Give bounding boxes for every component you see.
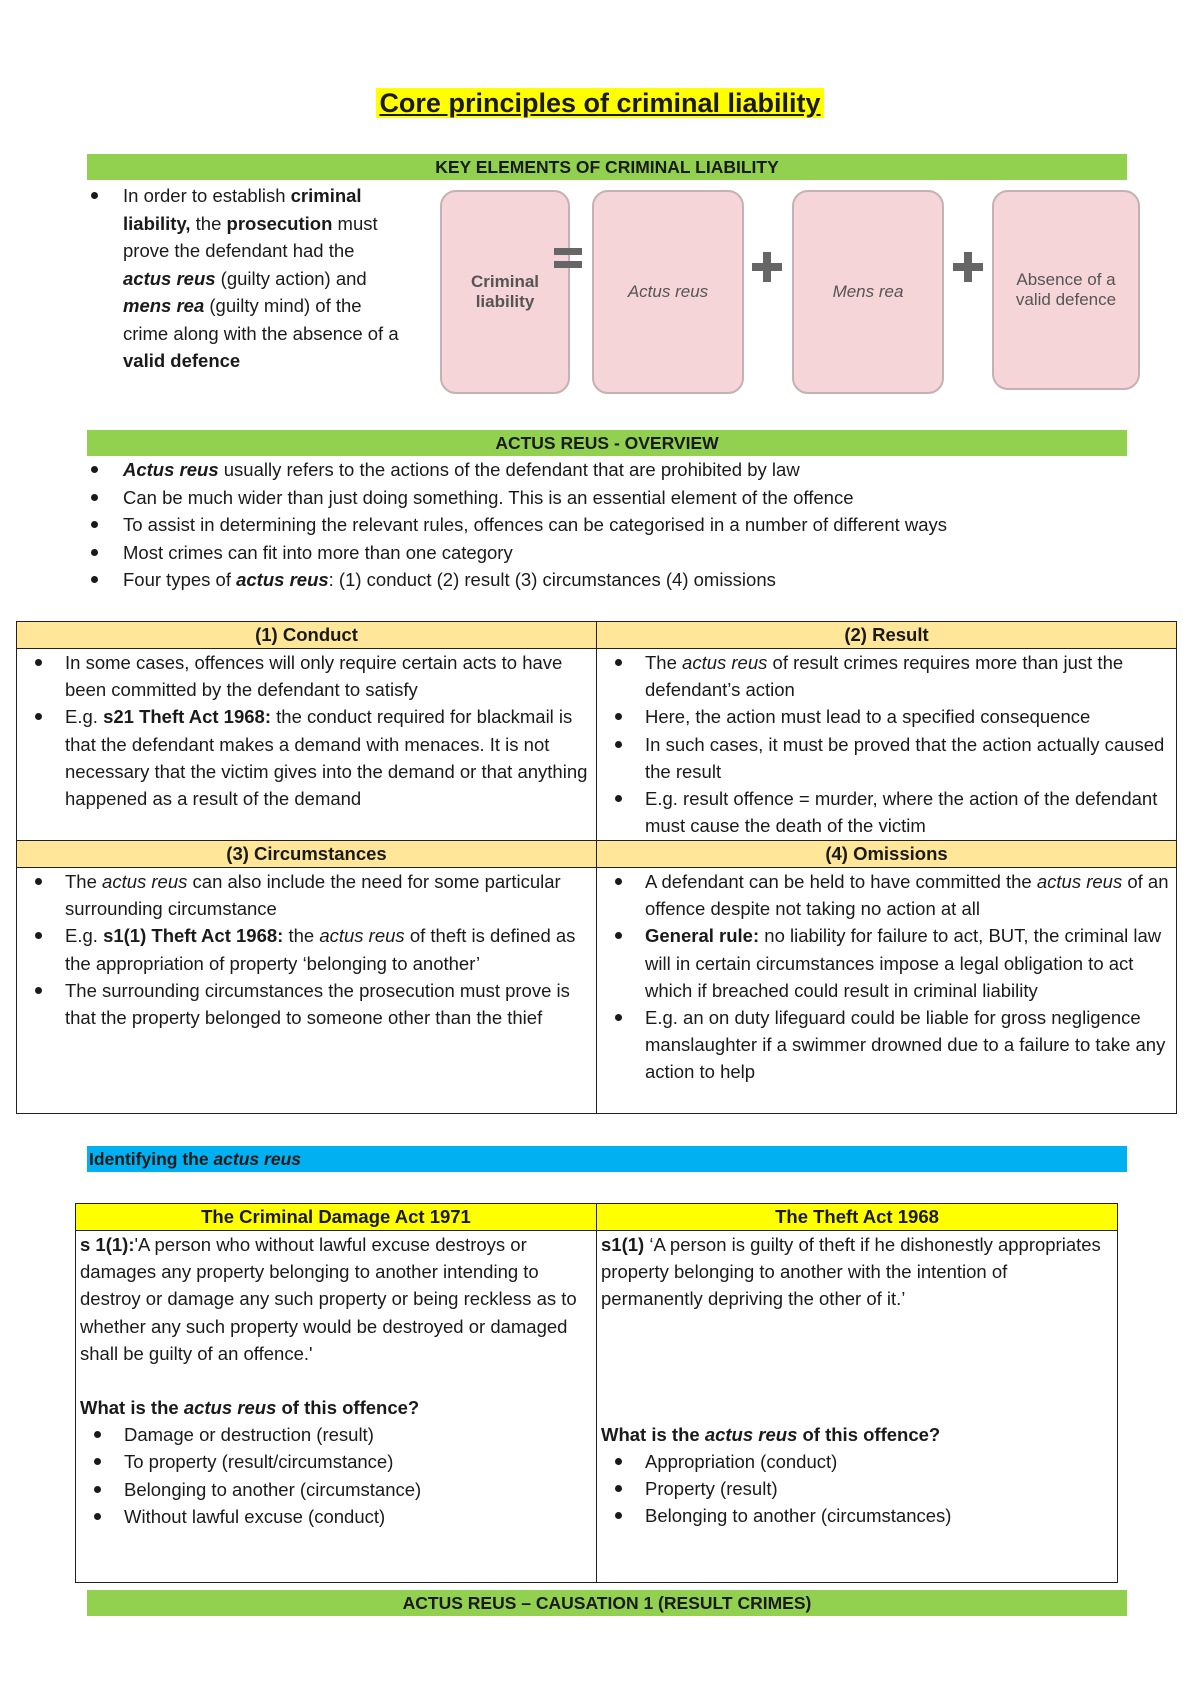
identifying-heading: Identifying the actus reus	[87, 1146, 1127, 1172]
criminal-liability-box: Criminal liability	[440, 190, 570, 394]
liability-equation-diagram	[440, 190, 1160, 395]
actus-reus-types-table	[16, 621, 1177, 1114]
key-elements-heading: KEY ELEMENTS OF CRIMINAL LIABILITY	[87, 154, 1127, 180]
list-item: In order to establish criminal liability, the prosecution must prove the defendant had the actus reus (guilty action) and mens rea (guilty mind) of the crime along with the absence of a valid defence	[87, 182, 407, 375]
list-item: A defendant can be held to have committed the actus reus of an offence despite not taking no action at all	[601, 868, 1172, 922]
criminal-damage-act-header: The Criminal Damage Act 1971	[76, 1204, 597, 1231]
list-item: Without lawful excuse (conduct)	[80, 1503, 592, 1530]
list-item: Actus reus usually refers to the actions of the defendant that are prohibited by law	[87, 456, 1147, 484]
omissions-cell	[597, 868, 1177, 1114]
actus-reus-box: Actus reus	[592, 190, 744, 394]
statute-text: s 1(1):'A person who without lawful excuse destroys or damages any property belonging to another intending to destroy or damage any such property or being reckless as to whether any such property would be destroyed or damaged shall be guilty of an offence.'	[80, 1234, 577, 1364]
plus-icon	[750, 250, 784, 290]
statutes-table	[75, 1203, 1118, 1583]
question: What is the actus reus of this offence?	[80, 1397, 420, 1419]
list-item: E.g. s1(1) Theft Act 1968: the actus reus of theft is defined as the appropriation of property ‘belonging to another’	[21, 922, 592, 976]
result-cell	[597, 649, 1177, 841]
criminal-damage-act-cell	[76, 1231, 597, 1583]
plus-icon	[951, 250, 985, 290]
list-item: Most crimes can fit into more than one category	[87, 539, 1147, 567]
list-item: Four types of actus reus: (1) conduct (2) result (3) circumstances (4) omissions	[87, 566, 1147, 594]
list-item: Damage or destruction (result)	[80, 1421, 592, 1448]
list-item: Appropriation (conduct)	[601, 1448, 1113, 1475]
list-item: Here, the action must lead to a specified consequence	[601, 703, 1172, 730]
question: What is the actus reus of this offence?	[601, 1423, 941, 1445]
list-item: To assist in determining the relevant rules, offences can be categorised in a number of different ways	[87, 511, 1147, 539]
list-item: E.g. s21 Theft Act 1968: the conduct required for blackmail is that the defendant makes a demand with menaces. It is not necessary that the victim gives into the demand or that anything happened as a result of the demand	[21, 703, 592, 812]
list-item: Can be much wider than just doing something. This is an essential element of the offence	[87, 484, 1147, 512]
list-item: General rule: no liability for failure to act, BUT, the criminal law will in certain circumstances impose a legal obligation to act which if breached could result in criminal liability	[601, 922, 1172, 1004]
list-item: Property (result)	[601, 1475, 1113, 1502]
list-item: The actus reus can also include the need for some particular surrounding circumstance	[21, 868, 592, 922]
mens-rea-box: Mens rea	[792, 190, 944, 394]
list-item: The surrounding circumstances the prosecution must prove is that the property belonged to someone other than the thief	[21, 977, 592, 1031]
theft-act-cell	[597, 1231, 1118, 1583]
overview-heading: ACTUS REUS - OVERVIEW	[87, 430, 1127, 456]
list-item: Belonging to another (circumstance)	[80, 1476, 592, 1503]
list-item: The actus reus of result crimes requires more than just the defendant’s action	[601, 649, 1172, 703]
list-item: Belonging to another (circumstances)	[601, 1502, 1113, 1529]
list-item: In some cases, offences will only require certain acts to have been committed by the defendant to satisfy	[21, 649, 592, 703]
key-elements-intro	[87, 182, 407, 375]
equals-icon	[552, 228, 586, 308]
list-item: E.g. an on duty lifeguard could be liable for gross negligence manslaughter if a swimmer drowned due to a failure to take any action to help	[601, 1004, 1172, 1086]
omissions-header: (4) Omissions	[597, 841, 1177, 868]
absence-of-defence-box: Absence of a valid defence	[992, 190, 1140, 390]
statute-text: s1(1) ‘A person is guilty of theft if he dishonestly appropriates property belonging to another with the intention of permanently depriving the other of it.’	[601, 1234, 1101, 1310]
theft-act-header: The Theft Act 1968	[597, 1204, 1118, 1231]
overview-list	[87, 456, 1147, 594]
circumstances-cell	[17, 868, 597, 1114]
causation-heading: ACTUS REUS – CAUSATION 1 (RESULT CRIMES)	[87, 1590, 1127, 1616]
list-item: To property (result/circumstance)	[80, 1448, 592, 1475]
page-title: Core principles of criminal liability	[0, 88, 1200, 119]
list-item: In such cases, it must be proved that the action actually caused the result	[601, 731, 1172, 785]
circumstances-header: (3) Circumstances	[17, 841, 597, 868]
result-header: (2) Result	[597, 622, 1177, 649]
list-item: E.g. result offence = murder, where the action of the defendant must cause the death of the victim	[601, 785, 1172, 839]
conduct-cell	[17, 649, 597, 841]
conduct-header: (1) Conduct	[17, 622, 597, 649]
